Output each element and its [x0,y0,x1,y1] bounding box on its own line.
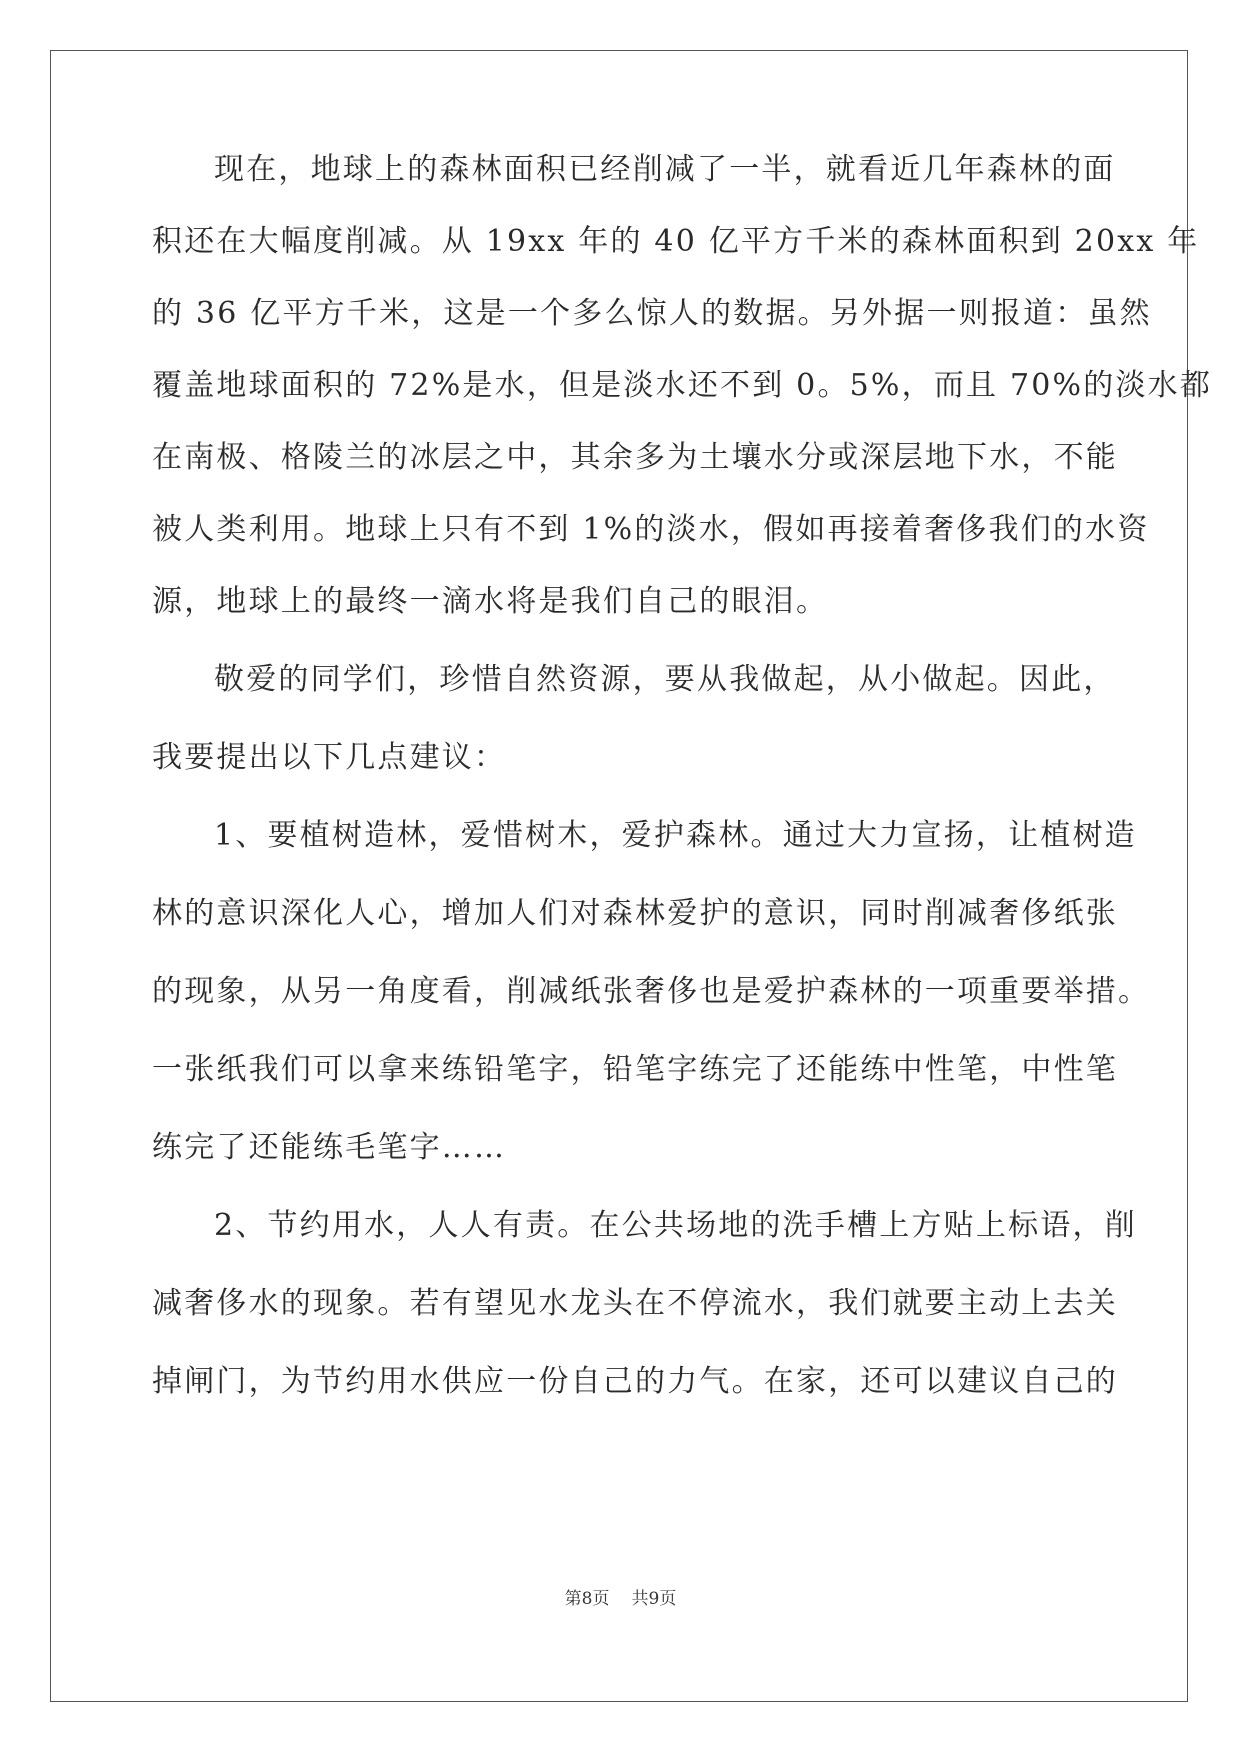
paragraph-line: 我要提出以下几点建议： [152,740,507,775]
paragraph-line: 积还在大幅度削减。从 19xx 年的 40 亿平方千米的森林面积到 20xx 年 [152,224,1200,259]
paragraph-line: 的 36 亿平方千米，这是一个多么惊人的数据。另外据一则报道：虽然 [152,296,1152,331]
paragraph-line: 减奢侈水的现象。若有望见水龙头在不停流水，我们就要主动上去关 [152,1286,1118,1321]
paragraph-line: 林的意识深化人心，增加人们对森林爱护的意识，同时削减奢侈纸张 [152,896,1118,931]
paragraph-line: 现在，地球上的森林面积已经削减了一半，就看近几年森林的面 [214,152,1116,187]
paragraph-line: 1、要植树造林，爱惜树木，爱护森林。通过大力宣扬，让植树造 [214,818,1137,853]
page-footer [0,1588,1241,1610]
paragraph-line: 被人类利用。地球上只有不到 1%的淡水，假如再接着奢侈我们的水资 [152,512,1150,547]
paragraph-line: 一张纸我们可以拿来练铅笔字，铅笔字练完了还能练中性笔，中性笔 [152,1052,1118,1087]
paragraph-line: 覆盖地球面积的 72%是水，但是淡水还不到 0。5%，而且 70%的淡水都 [152,368,1213,403]
paragraph-line: 的现象，从另一角度看，削减纸张奢侈也是爱护森林的一项重要举措。 [152,974,1151,1009]
paragraph-line: 练完了还能练毛笔字…… [152,1130,507,1165]
paragraph-line: 敬爱的同学们，珍惜自然资源，要从我做起，从小做起。因此， [214,662,1116,697]
page-number-current: 第8页 [564,1589,610,1609]
paragraph-line: 掉闸门，为节约用水供应一份自己的力气。在家，还可以建议自己的 [152,1364,1118,1399]
page-number-total: 共9页 [631,1589,677,1609]
paragraph-line: 2、节约用水，人人有责。在公共场地的洗手槽上方贴上标语，削 [214,1208,1137,1243]
paragraph-line: 源，地球上的最终一滴水将是我们自己的眼泪。 [152,584,829,619]
paragraph-line: 在南极、格陵兰的冰层之中，其余多为土壤水分或深层地下水，不能 [152,440,1118,475]
